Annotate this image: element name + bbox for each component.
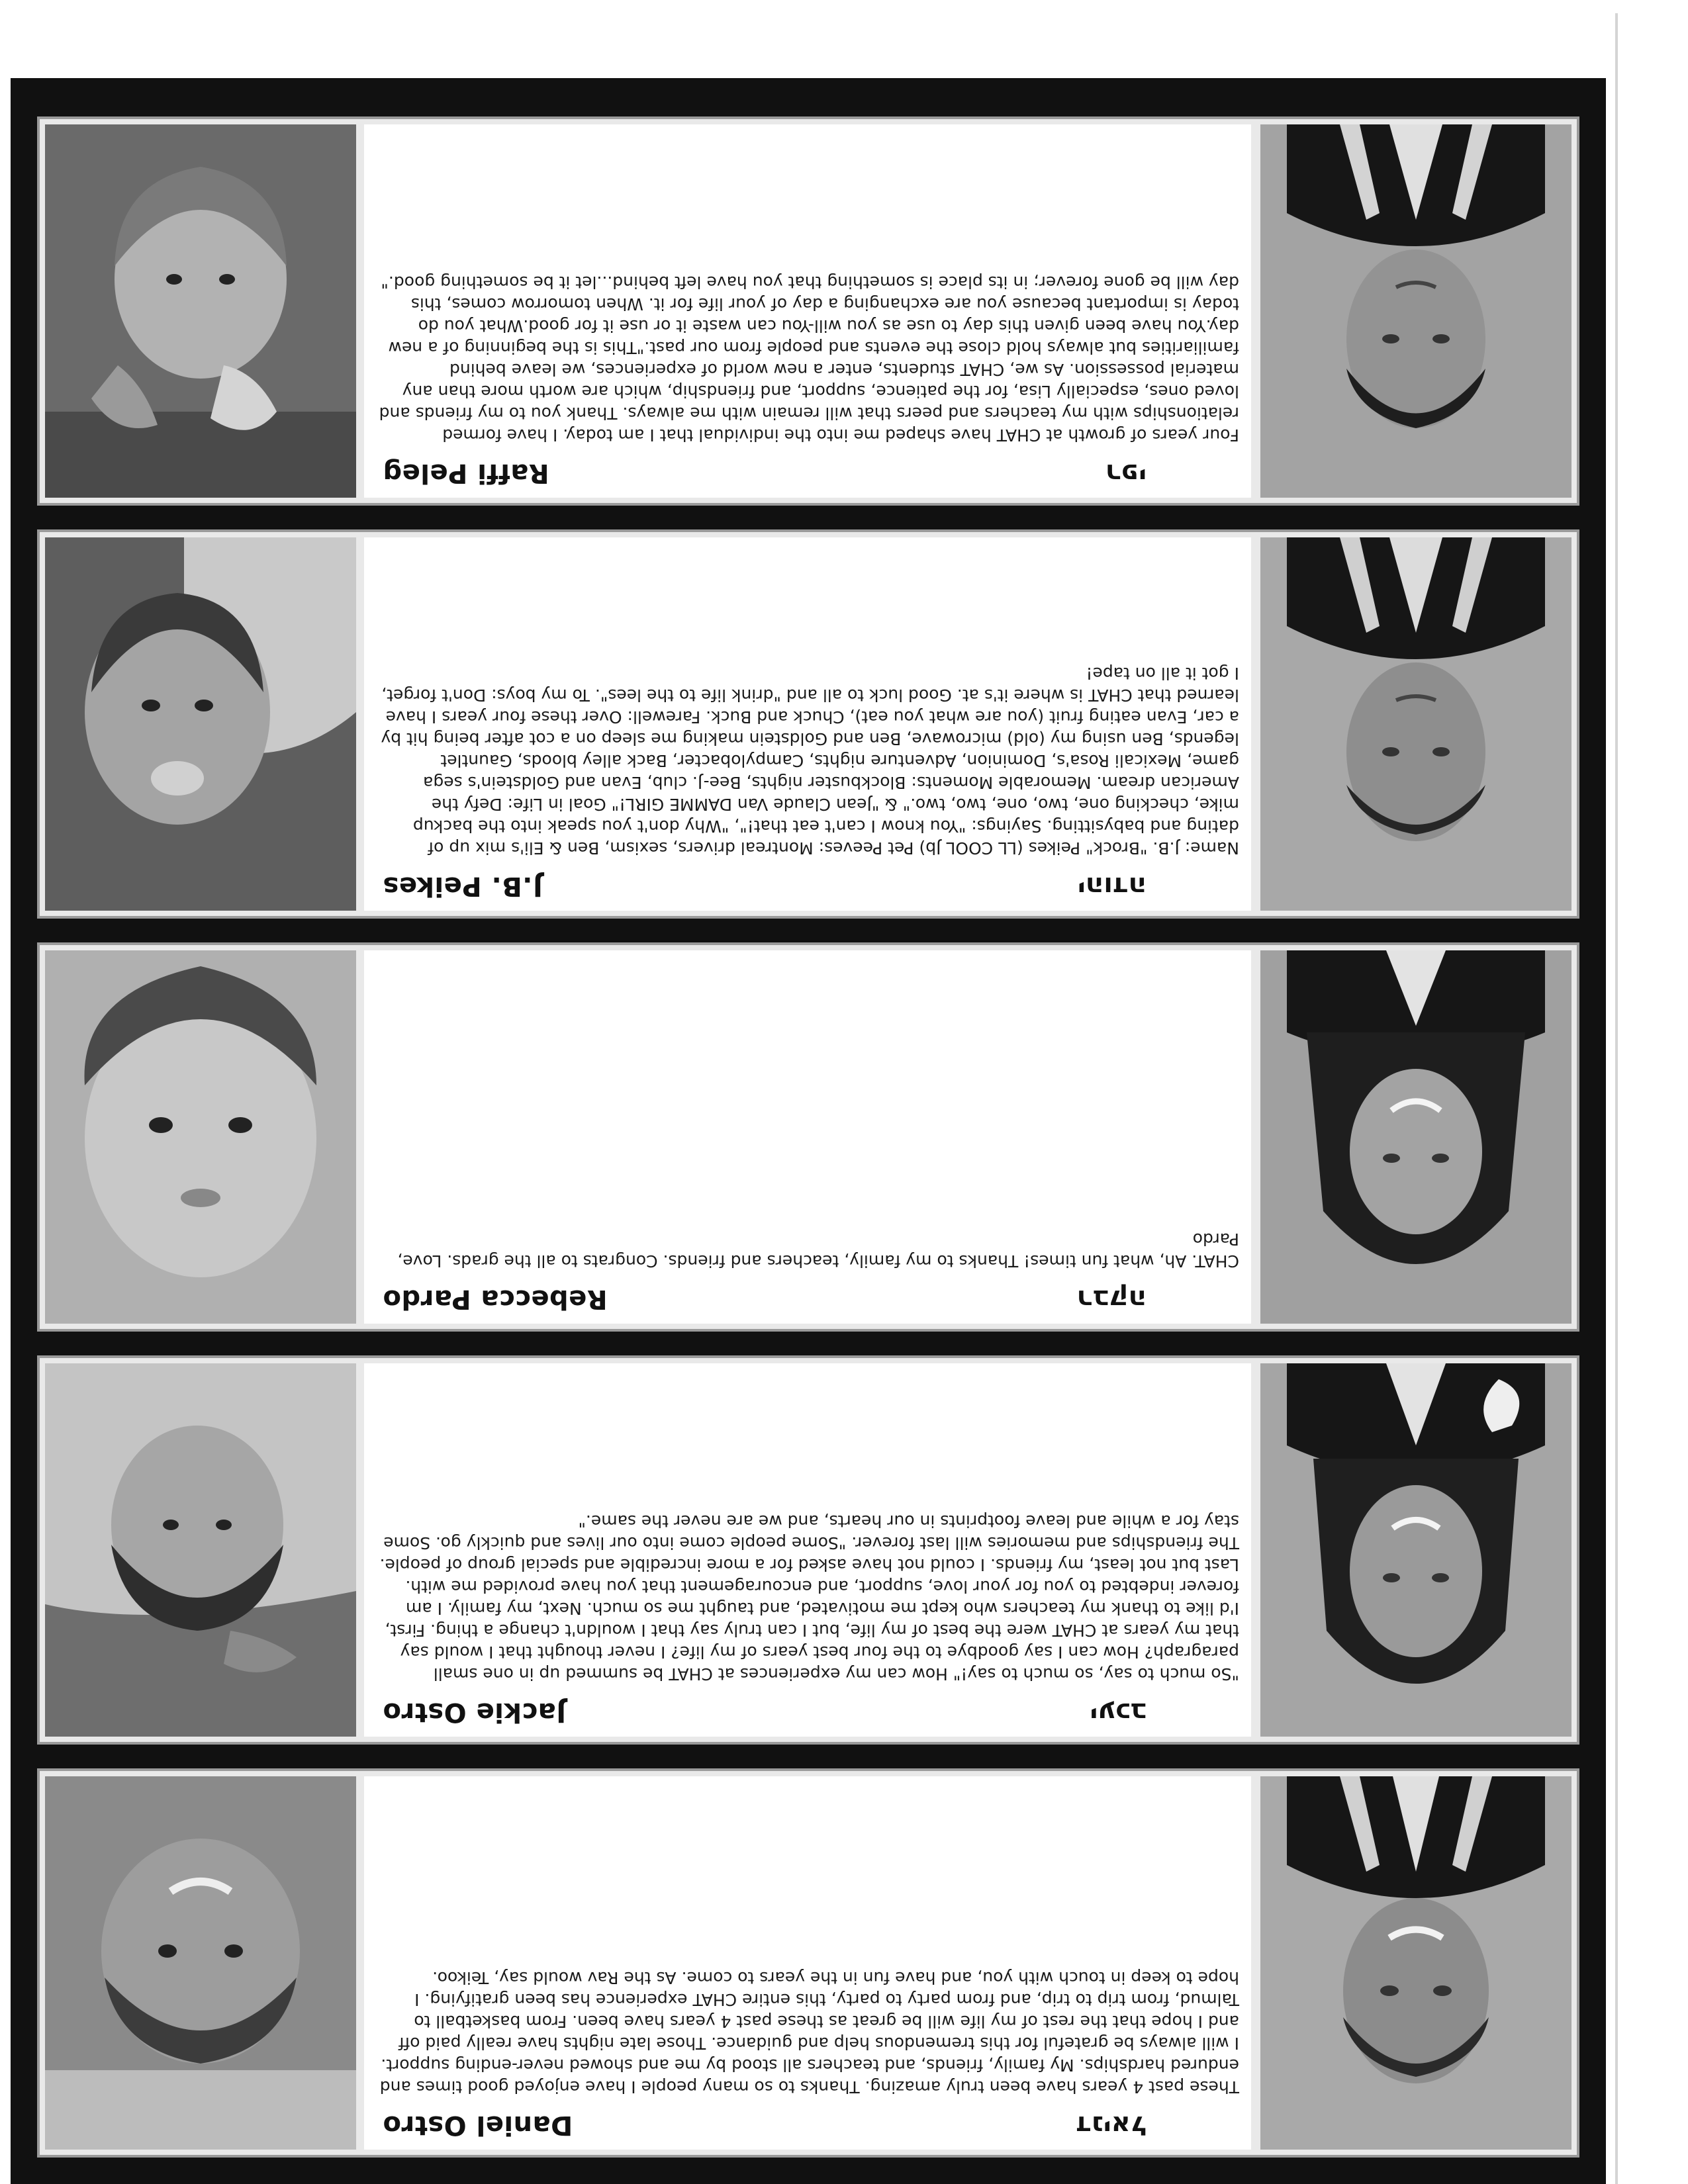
student-strip-daniel-ostro xyxy=(37,1768,1579,2158)
name-row xyxy=(376,1689,1239,1727)
senior-portrait-photo xyxy=(1260,1363,1571,1737)
scan-edge-line xyxy=(1615,13,1618,2184)
senior-portrait-photo xyxy=(1260,950,1571,1324)
hebrew-name: יהודה xyxy=(1078,871,1147,901)
student-bio: "So much to say, so much to say!" How can my experiences at CHAT be summed up in one small paragraph? How can I say goodbye to the four best years of my life? I never thought that I would say that my years at CHAT were the best of my life, but I can truly say that I wouldn't change a thing. First, I'd like to thank my teachers who kept me motivated, and taught me so much. Next, my family. I am forever indebted to you for your love, support, and encouragement that you have provided me with. Last but not least, my friends. I could not have asked for a more incredible and special group of people. The friendships and memories will last forever. "Some people come into our lives and quickly go. Some stay for a while and leave footprints in our hearts, and we are never the same." xyxy=(379,1512,1239,1684)
senior-portrait-photo xyxy=(1260,124,1571,498)
student-bio: Name: J.B. "Brock" Peikes (LL COOL Jb) Pet Peeves: Montreal drivers, sexism, Ben & Eli's mix up of dating and babysitting. Sayings: "You know I can't eat that!", "Why don't you speak into the backup mike, checking one, two, one, two, two." & "Jean Claude Van DAMME GIRL!" Goal in Life: Defy the American dream. Memorable Moments: Blockbuster nights, Bee-J. club, Evan and Goldstein's sega game, Mexicali Rosa's, Dominion, Adventure nights, Campylobacter, Back alley bloods, Gauntlet legends, Ben using my (old) microwave, Ben and Goldstein making me sleep on a cot after being hit by a car, Evan eating fruit (you are what you eat), Chuck and Buck. Farewell: Over these four years I have learned that CHAT is where it's at. Good luck to all and "drink life to the lees". To my boys: Don't forget, I got it all on tape! xyxy=(381,664,1239,858)
student-strip-jackie-ostro xyxy=(37,1355,1579,1745)
hebrew-name: דניאל xyxy=(1076,2110,1147,2140)
student-text-box xyxy=(364,537,1251,911)
rotated-yearbook-page xyxy=(11,78,1606,2184)
student-bio: These past 4 years have been truly amazing. Thanks to so many people I have enjoyed good times and endured hardships. My family, friends, and teachers all stood by me and showed never-ending support. I will always be grateful for this tremendous help and guidance. Those late nights have really paid off and I hope that the rest of my life will be great as these past 4 years have been. From basketball to Talmud, from trip to trip, and from party to party, this entire CHAT experience has been gratifying. I hope to keep in touch with you, and have fun in the years to come. As the Rav would say, Teikoo. xyxy=(379,1968,1239,2097)
student-name: Daniel Ostro xyxy=(383,2110,573,2140)
name-row xyxy=(376,1276,1239,1314)
student-bio: CHAT. Ah, what fun times! Thanks to my family, teachers and friends. Congrats to all the grads. Love, Pardo xyxy=(397,1230,1239,1271)
student-strip-rebecca-pardo xyxy=(37,942,1579,1332)
name-row xyxy=(376,2102,1239,2140)
hebrew-name: יעכב xyxy=(1090,1697,1147,1727)
baby-photo xyxy=(45,950,356,1324)
student-text-box xyxy=(364,1776,1251,2150)
student-name: Jackie Ostro xyxy=(383,1697,567,1727)
student-bio: Four years of growth at CHAT have shaped me into the individual that I am today. I have formed relationships with my teachers and peers that will remain with me always. Thank you to my friends and loved ones, especially Lisa, for the patience, support, and friendship, which are worth more than any material possession. As we, CHAT students, enter a new world of experiences, we leave behind familiarities but always hold close the events and people from our past."This is the beginning of a new day.You have been given this day to use as you will-You can waste it or use it for good.What you do today is important because you are exchanging a day of your life for it. When tomorrow comes, this day will be gone forever; in its place is something that you have left behind...let it be something good." xyxy=(379,273,1239,445)
hebrew-name: רבקה xyxy=(1076,1284,1147,1314)
baby-photo xyxy=(45,1776,356,2150)
student-text-box xyxy=(364,1363,1251,1737)
senior-portrait-photo xyxy=(1260,537,1571,911)
student-name: Raffi Peleg xyxy=(383,458,549,488)
baby-photo xyxy=(45,537,356,911)
hebrew-name: רפי xyxy=(1105,458,1147,488)
name-row xyxy=(376,863,1239,901)
student-name: J.B. Peikes xyxy=(383,871,543,901)
baby-photo xyxy=(45,124,356,498)
student-text-box xyxy=(364,124,1251,498)
baby-photo xyxy=(45,1363,356,1737)
student-strip-raffi-peleg xyxy=(37,116,1579,506)
student-strip-jb-peikes xyxy=(37,529,1579,919)
student-name: Rebecca Pardo xyxy=(383,1284,608,1314)
senior-portrait-photo xyxy=(1260,1776,1571,2150)
name-row xyxy=(376,450,1239,488)
student-text-box xyxy=(364,950,1251,1324)
